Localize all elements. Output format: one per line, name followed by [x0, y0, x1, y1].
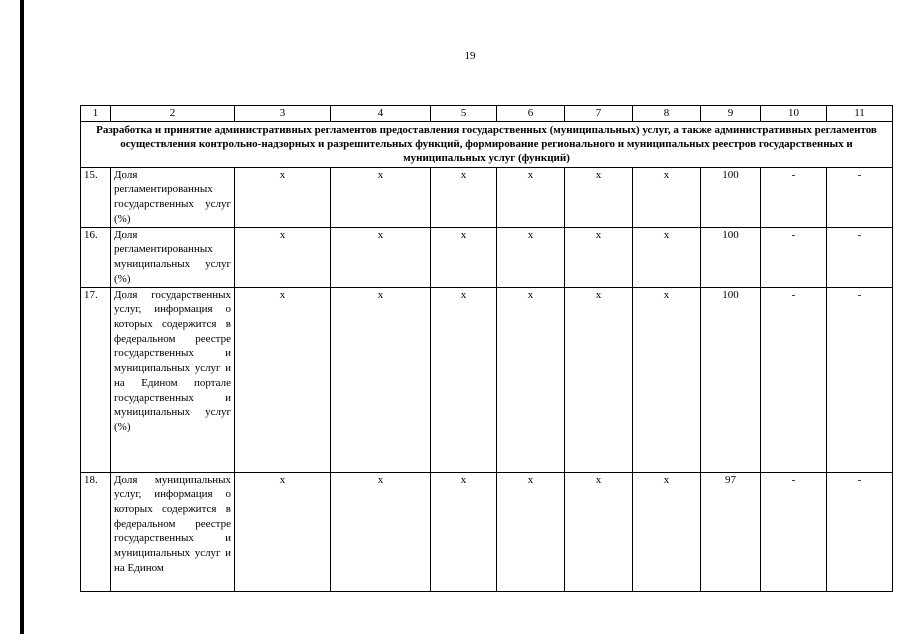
- table-row: [81, 472, 893, 591]
- indicator-name: Доля регламентированных муниципальных услуг (%): [111, 227, 235, 287]
- column-number-row: [81, 106, 893, 122]
- cell-col10: -: [761, 287, 827, 472]
- cell-col7: х: [565, 287, 633, 472]
- cell-col11: -: [827, 287, 893, 472]
- column-header: 5: [431, 106, 497, 122]
- indicators-table: [80, 105, 893, 592]
- cell-col10: -: [761, 167, 827, 227]
- cell-col8: х: [633, 287, 701, 472]
- cell-col9: 100: [701, 167, 761, 227]
- section-title: Разработка и принятие административных регламентов предоставления государственных (муниципальных) услуг, а также административных регламентов осуществления контрольно-надзорных и разрешительных функций, формирование регионального и муниципальных реестров государственных и муниципальных услуг (функций): [81, 121, 893, 167]
- column-header: 9: [701, 106, 761, 122]
- row-number: 15.: [81, 167, 111, 227]
- cell-col10: -: [761, 227, 827, 287]
- cell-col5: х: [431, 287, 497, 472]
- column-header: 8: [633, 106, 701, 122]
- row-number: 18.: [81, 472, 111, 591]
- cell-col8: х: [633, 472, 701, 591]
- scan-edge-bar: [20, 0, 24, 634]
- table-row: [81, 167, 893, 227]
- indicator-name: Доля регламентированных государственных услуг (%): [111, 167, 235, 227]
- cell-col9: 100: [701, 227, 761, 287]
- cell-col6: х: [497, 472, 565, 591]
- cell-col5: х: [431, 167, 497, 227]
- cell-col6: х: [497, 167, 565, 227]
- table-row: [81, 287, 893, 472]
- cell-col5: х: [431, 472, 497, 591]
- column-header: 6: [497, 106, 565, 122]
- cell-col11: -: [827, 472, 893, 591]
- cell-col4: х: [331, 167, 431, 227]
- column-header: 7: [565, 106, 633, 122]
- cell-col10: -: [761, 472, 827, 591]
- row-number: 17.: [81, 287, 111, 472]
- cell-col8: х: [633, 227, 701, 287]
- column-header: 11: [827, 106, 893, 122]
- column-header: 10: [761, 106, 827, 122]
- cell-col4: х: [331, 472, 431, 591]
- cell-col11: -: [827, 227, 893, 287]
- cell-col7: х: [565, 472, 633, 591]
- cell-col7: х: [565, 167, 633, 227]
- cell-col9: 100: [701, 287, 761, 472]
- table-row: [81, 227, 893, 287]
- cell-col3: х: [235, 472, 331, 591]
- cell-col11: -: [827, 167, 893, 227]
- column-header: 3: [235, 106, 331, 122]
- cell-col3: х: [235, 227, 331, 287]
- row-number: 16.: [81, 227, 111, 287]
- page-number: 19: [464, 50, 476, 62]
- cell-col4: х: [331, 227, 431, 287]
- cell-col4: х: [331, 287, 431, 472]
- cell-col9: 97: [701, 472, 761, 591]
- cell-col7: х: [565, 227, 633, 287]
- cell-col6: х: [497, 227, 565, 287]
- cell-col3: х: [235, 287, 331, 472]
- column-header: 4: [331, 106, 431, 122]
- indicator-name: Доля государственных услуг, информация о которых содержится в федеральном реестре государственных и муниципальных услуг и на Едином портале государственных и муниципальных услуг (%): [111, 287, 235, 472]
- column-header: 1: [81, 106, 111, 122]
- cell-col5: х: [431, 227, 497, 287]
- indicator-name: Доля муниципальных услуг, информация о которых содержится в федеральном реестре государственных и муниципальных услуг и на Едином: [111, 472, 235, 591]
- section-title-row: [81, 121, 893, 167]
- cell-col3: х: [235, 167, 331, 227]
- cell-col8: х: [633, 167, 701, 227]
- column-header: 2: [111, 106, 235, 122]
- cell-col6: х: [497, 287, 565, 472]
